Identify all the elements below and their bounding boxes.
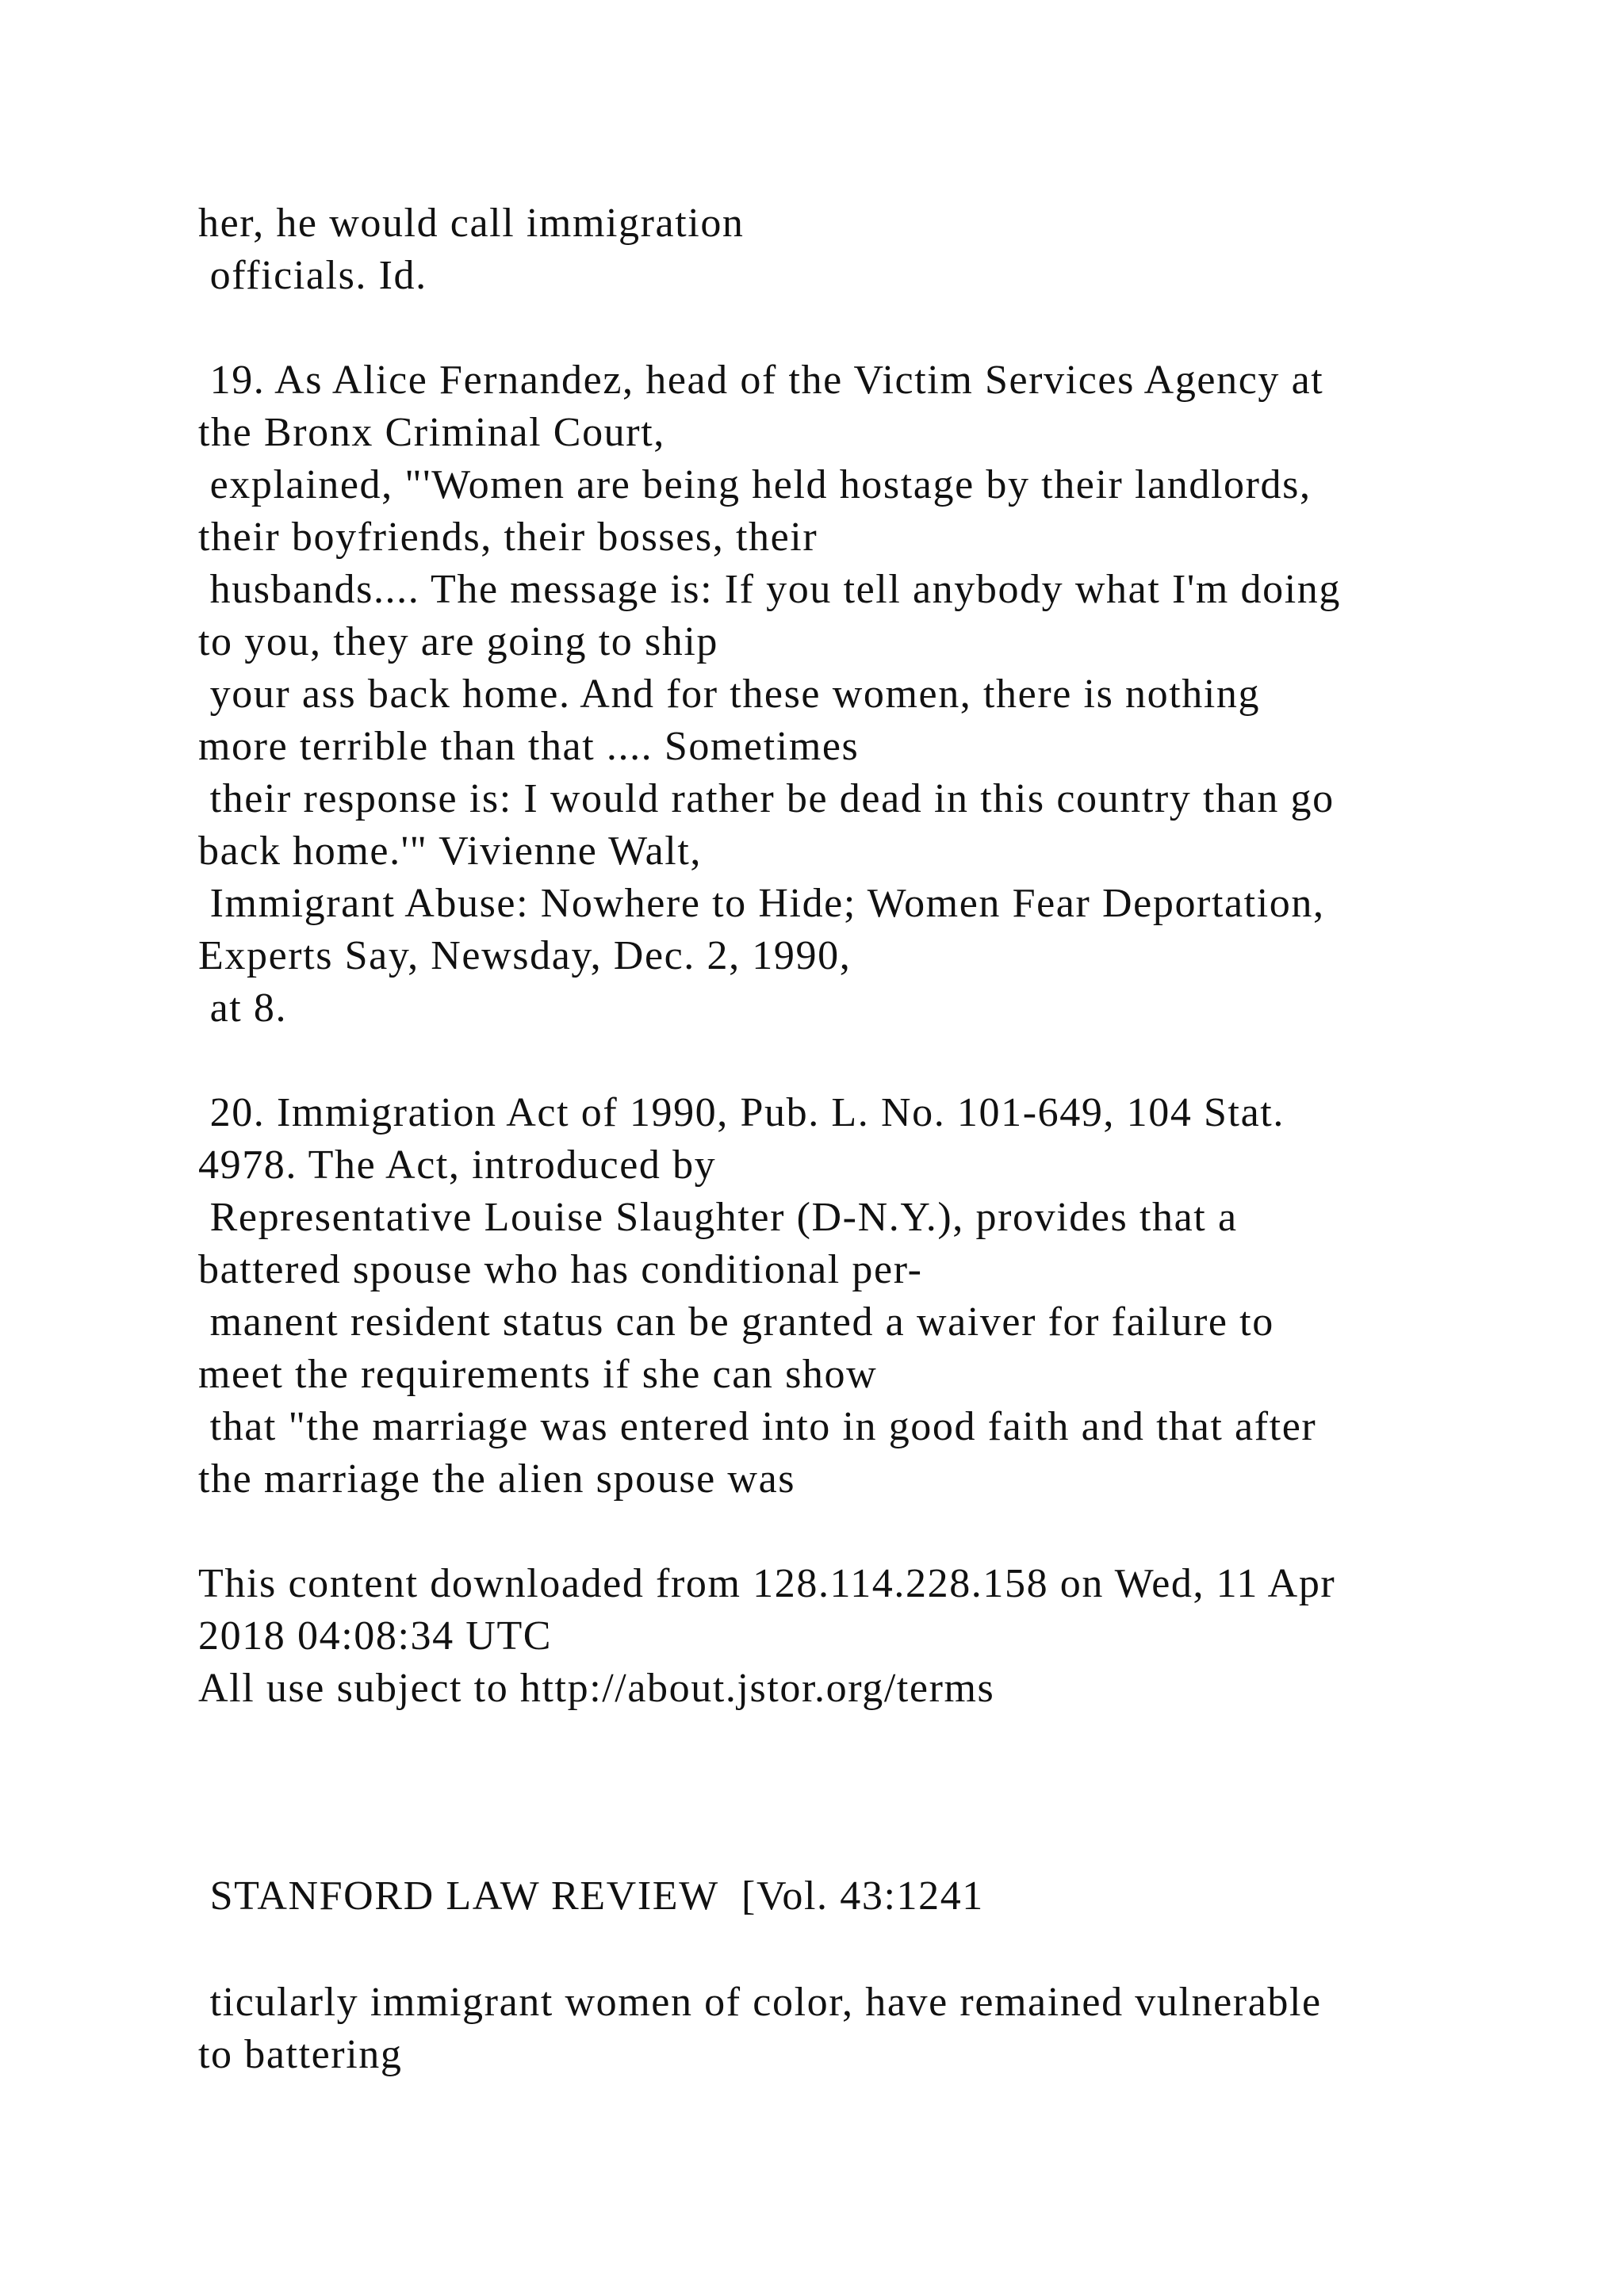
text-line: manent resident status can be granted a waiver for failure to bbox=[198, 1299, 1274, 1345]
text-line: Representative Louise Slaughter (D-N.Y.), provides that a bbox=[198, 1195, 1238, 1240]
text-line: her, he would call immigration bbox=[198, 201, 745, 246]
text-line: at 8. bbox=[198, 985, 288, 1031]
text-line: their response is: I would rather be dead in this country than go bbox=[198, 776, 1335, 821]
text-line: Experts Say, Newsday, Dec. 2, 1990, bbox=[198, 933, 852, 978]
text-line: explained, "'Women are being held hostage by their landlords, bbox=[198, 462, 1312, 507]
text-line: that "the marriage was entered into in good faith and that after bbox=[198, 1404, 1317, 1449]
text-line: back home.'" Vivienne Walt, bbox=[198, 828, 702, 874]
text-line: 4978. The Act, introduced by bbox=[198, 1142, 717, 1188]
terms-notice-line: All use subject to http://about.jstor.org/terms bbox=[198, 1666, 995, 1711]
text-line: your ass back home. And for these women, there is nothing bbox=[198, 672, 1261, 717]
text-line: husbands.... The message is: If you tell anybody what I'm doing bbox=[198, 567, 1341, 612]
text-line: more terrible than that .... Sometimes bbox=[198, 724, 860, 769]
text-line: to battering bbox=[198, 2032, 403, 2077]
text-line: battered spouse who has conditional per- bbox=[198, 1247, 923, 1292]
footnote-20-line: 20. Immigration Act of 1990, Pub. L. No. 101-649, 104 Stat. bbox=[198, 1090, 1285, 1135]
text-line: to you, they are going to ship bbox=[198, 619, 719, 664]
text-line: their boyfriends, their bosses, their bbox=[198, 515, 818, 560]
text-line: meet the requirements if she can show bbox=[198, 1352, 878, 1397]
running-header: STANFORD LAW REVIEW [Vol. 43:1241 bbox=[198, 1873, 984, 1919]
text-line: Immigrant Abuse: Nowhere to Hide; Women Fear Deportation, bbox=[198, 881, 1325, 926]
footnote-19-line: 19. As Alice Fernandez, head of the Victim Services Agency at bbox=[198, 358, 1324, 403]
text-line: officials. Id. bbox=[198, 253, 427, 298]
text-line: the Bronx Criminal Court, bbox=[198, 410, 665, 455]
download-notice-line: This content downloaded from 128.114.228.158 on Wed, 11 Apr bbox=[198, 1561, 1336, 1606]
text-line: the marriage the alien spouse was bbox=[198, 1456, 796, 1502]
text-line: ticularly immigrant women of color, have remained vulnerable bbox=[198, 1980, 1322, 2025]
download-notice-line: 2018 04:08:34 UTC bbox=[198, 1613, 553, 1659]
